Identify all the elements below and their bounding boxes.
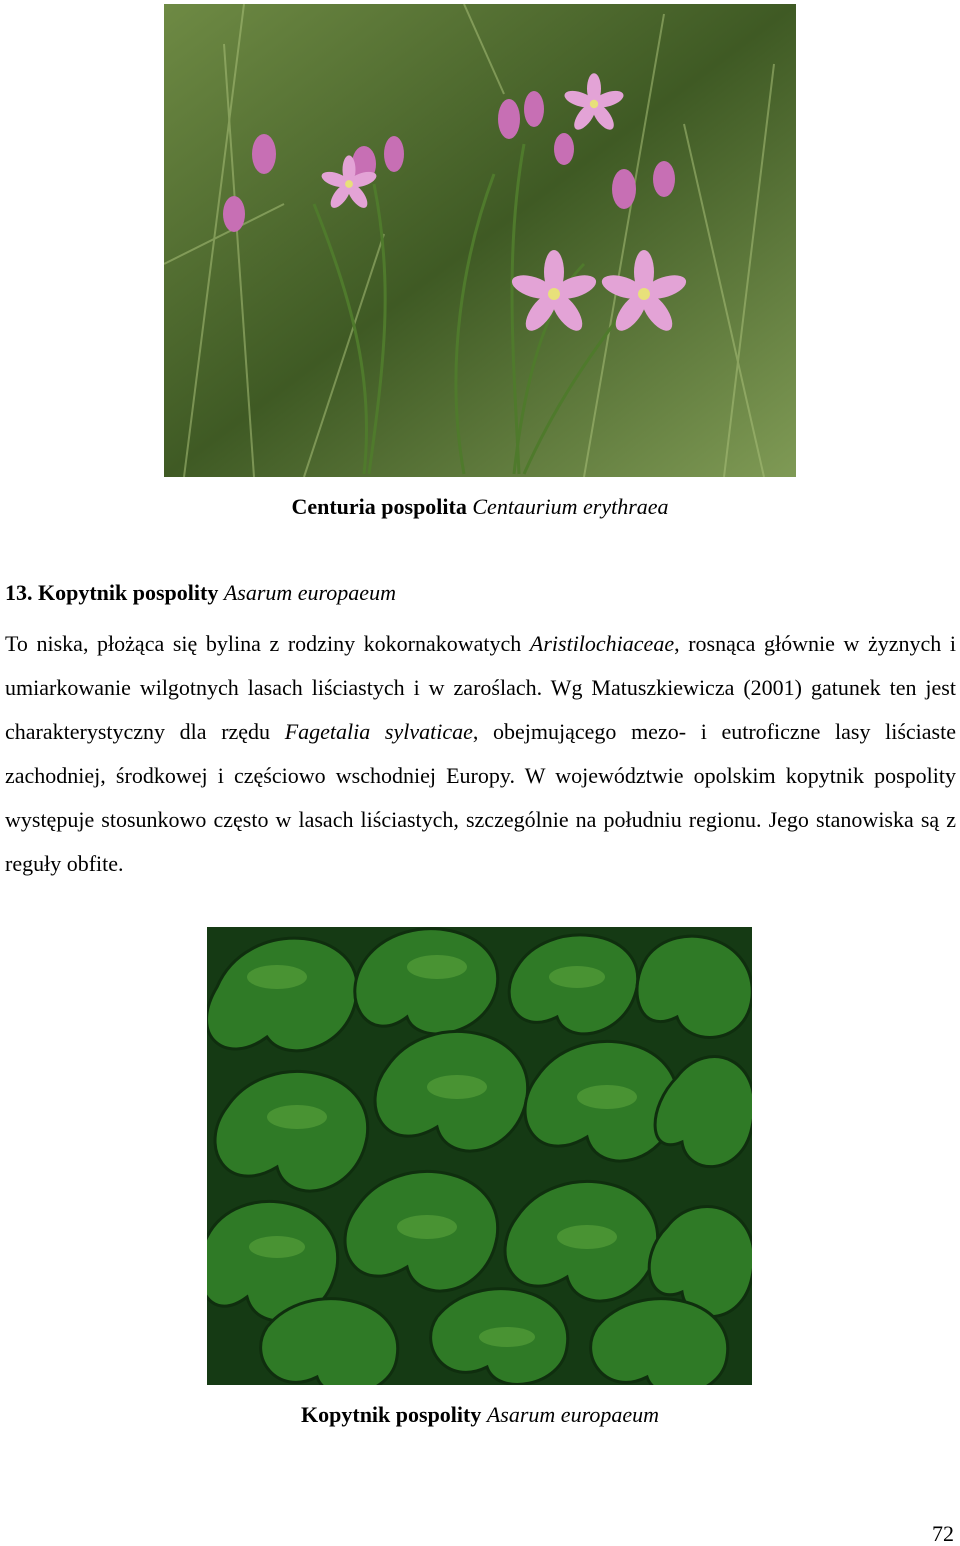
family-latin-name: Aristilochiaceae [529,631,675,656]
paragraph-text-3: , obejmującego mezo- i eutroficzne lasy liściaste zachodniej, środkowej i częściowo wschodniej Europy. W województwie opolskim kopytnik pospolity występuje stosunkowo często w lasach liściastych, szczególnie na południu regionu. Jego stanowiska są z reguły obfite. [5,719,957,876]
caption-common-name: Kopytnik pospolity [301,1402,482,1427]
caption-latin-name: Asarum europaeum [486,1402,659,1427]
centaury-illustration [164,4,796,477]
figure-caption-centaury [0,494,960,520]
order-latin-name: Fagetalia sylvaticae [284,719,473,744]
centaury-photo [164,4,796,477]
asarum-illustration [207,927,752,1385]
section-latin-name: Asarum europaeum [223,580,396,605]
section-number: 13. [5,580,33,605]
asarum-photo [207,927,752,1385]
section-heading [5,580,396,606]
figure-caption-asarum [0,1402,960,1428]
paragraph-text-1: To niska, płożąca się bylina z rodziny kokornakowatych [5,631,530,656]
paragraph-text-2: , rosnąca głównie w żyznych i umiarkowanie wilgotnych lasach liściastych i w zaroślach. Wg Matuszkiewicza (2001) gatunek ten jest charakterystyczny dla rzędu [5,631,956,744]
caption-latin-name: Centaurium erythraea [472,494,669,519]
caption-common-name: Centuria pospolita [291,494,467,519]
page-number: 72 [932,1521,954,1546]
description-paragraph [5,622,956,886]
section-common-name: Kopytnik pospolity [38,580,219,605]
